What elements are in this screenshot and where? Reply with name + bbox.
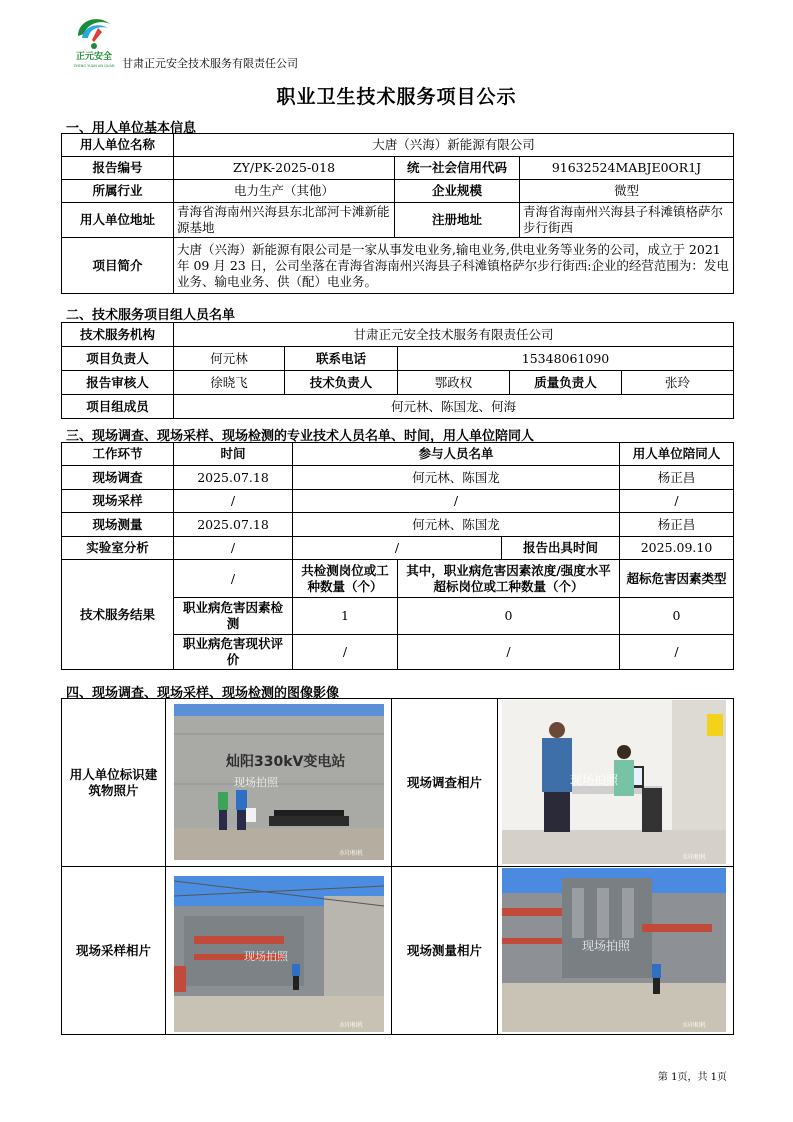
label-tech-lead: 技术负责人 bbox=[285, 371, 398, 395]
value-report-date: 2025.09.10 bbox=[620, 537, 734, 560]
result-row2-label: 职业病危害现状评价 bbox=[174, 635, 293, 670]
value-scale: 微型 bbox=[520, 180, 734, 203]
label-survey-photo: 现场调查相片 bbox=[392, 699, 498, 867]
header-company-name: 甘肃正元安全技术服务有限责任公司 bbox=[122, 57, 298, 70]
result-row1-exceed: 0 bbox=[398, 598, 620, 635]
value-intro: 大唐（兴海）新能源有限公司是一家从事发电业务,输电业务,供电业务等业务的公司，成立于 2021 年 09 月 23 日，公司坐落在青海省海南州兴海县子科滩镇格萨尔步行街西:企业的经营范围为：发电业务、输电业务、供（配）电业务。 bbox=[174, 238, 734, 294]
row-participants: / bbox=[293, 490, 620, 513]
header-stage: 工作环节 bbox=[62, 443, 174, 466]
label-reviewer: 报告审核人 bbox=[62, 371, 174, 395]
row-stage: 现场采样 bbox=[62, 490, 174, 513]
value-members: 何元林、陈国龙、何海 bbox=[174, 395, 734, 419]
table-row bbox=[62, 466, 734, 490]
label-report-date: 报告出具时间 bbox=[502, 537, 620, 560]
svg-text:水印相机: 水印相机 bbox=[682, 854, 707, 861]
label-unit-name: 用人单位名称 bbox=[62, 134, 174, 157]
svg-text:水印相机: 水印相机 bbox=[339, 1022, 364, 1029]
svg-text:灿阳330kV变电站: 灿阳330kV变电站 bbox=[226, 754, 346, 770]
label-org: 技术服务机构 bbox=[62, 323, 174, 347]
label-service-result: 技术服务结果 bbox=[62, 560, 174, 670]
value-unit-name: 大唐（兴海）新能源有限公司 bbox=[174, 134, 734, 157]
svg-text:正元安全: 正元安全 bbox=[75, 52, 113, 62]
label-intro: 项目简介 bbox=[62, 238, 174, 294]
label-report-no: 报告编号 bbox=[62, 157, 174, 180]
building-photo bbox=[174, 704, 384, 860]
label-credit-code: 统一社会信用代码 bbox=[395, 157, 520, 180]
value-address: 青海省海南州兴海县东北部河卡滩新能源基地 bbox=[174, 203, 395, 238]
team-table bbox=[61, 322, 734, 419]
lab-participants: / bbox=[293, 537, 502, 560]
section2-title: 二、技术服务项目组人员名单 bbox=[66, 308, 236, 323]
value-reg-address: 青海省海南州兴海县子科滩镇格萨尔步行街西 bbox=[520, 203, 734, 238]
survey-photo bbox=[502, 700, 726, 864]
lab-time: / bbox=[174, 537, 293, 560]
value-org: 甘肃正元安全技术服务有限责任公司 bbox=[174, 323, 734, 347]
row-stage: 现场调查 bbox=[62, 466, 174, 490]
label-reg-address: 注册地址 bbox=[395, 203, 520, 238]
row-escort: 杨正昌 bbox=[620, 513, 734, 537]
header-escort: 用人单位陪同人 bbox=[620, 443, 734, 466]
result-col-count: 共检测岗位或工种数量（个） bbox=[293, 560, 398, 598]
table-row bbox=[62, 490, 734, 513]
value-tech-lead: 鄂政权 bbox=[398, 371, 510, 395]
svg-text:现场拍照: 现场拍照 bbox=[570, 773, 619, 787]
header-time: 时间 bbox=[174, 443, 293, 466]
label-building-photo: 用人单位标识建筑物照片 bbox=[62, 699, 166, 867]
label-industry: 所属行业 bbox=[62, 180, 174, 203]
result-row2-count: / bbox=[293, 635, 398, 670]
label-sampling-photo: 现场采样相片 bbox=[62, 867, 166, 1035]
section1-title: 一、用人单位基本信息 bbox=[66, 121, 197, 136]
result-slash: / bbox=[174, 560, 293, 598]
row-escort: / bbox=[620, 490, 734, 513]
value-leader: 何元林 bbox=[174, 347, 285, 371]
svg-text:现场拍照: 现场拍照 bbox=[582, 939, 631, 953]
row-participants: 何元林、陈国龙 bbox=[293, 513, 620, 537]
svg-text:水印相机: 水印相机 bbox=[682, 1022, 707, 1029]
label-measure-photo: 现场测量相片 bbox=[392, 867, 498, 1035]
value-industry: 电力生产（其他） bbox=[174, 180, 395, 203]
row-escort: 杨正昌 bbox=[620, 466, 734, 490]
page-number: 第 1页，共 1页 bbox=[657, 1072, 727, 1083]
label-phone: 联系电话 bbox=[285, 347, 398, 371]
table-row bbox=[62, 537, 734, 560]
section4-title: 四、现场调查、现场采样、现场检测的图像影像 bbox=[66, 686, 340, 701]
company-logo bbox=[68, 12, 120, 70]
result-row1-count: 1 bbox=[293, 598, 398, 635]
page-header bbox=[60, 12, 740, 72]
value-credit-code: 91632524MABJE0OR1J bbox=[520, 157, 734, 180]
result-col-exceed: 其中，职业病危害因素浓度/强度水平超标岗位或工种数量（个） bbox=[398, 560, 620, 598]
page-title: 职业卫生技术服务项目公示 bbox=[276, 86, 517, 108]
svg-text:水印相机: 水印相机 bbox=[339, 850, 364, 857]
header-participants: 参与人员名单 bbox=[293, 443, 620, 466]
row-participants: 何元林、陈国龙 bbox=[293, 466, 620, 490]
table-row bbox=[62, 513, 734, 537]
section3-title: 三、现场调查、现场采样、现场检测的专业技术人员名单、时间，用人单位陪同人 bbox=[66, 429, 535, 444]
label-leader: 项目负责人 bbox=[62, 347, 174, 371]
label-members: 项目组成员 bbox=[62, 395, 174, 419]
measure-photo bbox=[502, 868, 726, 1032]
sampling-photo bbox=[174, 876, 384, 1032]
lab-stage: 实验室分析 bbox=[62, 537, 174, 560]
value-quality-lead: 张玲 bbox=[622, 371, 734, 395]
result-row1-type: 0 bbox=[620, 598, 734, 635]
label-scale: 企业规模 bbox=[395, 180, 520, 203]
svg-text:ZHENG YUAN AN QUAN: ZHENG YUAN AN QUAN bbox=[73, 64, 115, 68]
value-reviewer: 徐晓飞 bbox=[174, 371, 285, 395]
result-row2-exceed: / bbox=[398, 635, 620, 670]
basic-info-table bbox=[61, 133, 734, 294]
svg-text:现场拍照: 现场拍照 bbox=[244, 950, 288, 963]
result-row2-type: / bbox=[620, 635, 734, 670]
value-phone: 15348061090 bbox=[398, 347, 734, 371]
svg-text:现场拍照: 现场拍照 bbox=[234, 776, 278, 789]
label-address: 用人单位地址 bbox=[62, 203, 174, 238]
label-quality-lead: 质量负责人 bbox=[510, 371, 622, 395]
row-stage: 现场测量 bbox=[62, 513, 174, 537]
result-row1-label: 职业病危害因素检测 bbox=[174, 598, 293, 635]
value-report-no: ZY/PK-2025-018 bbox=[174, 157, 395, 180]
row-time: 2025.07.18 bbox=[174, 513, 293, 537]
result-col-type: 超标危害因素类型 bbox=[620, 560, 734, 598]
row-time: / bbox=[174, 490, 293, 513]
fieldwork-table bbox=[61, 442, 734, 670]
row-time: 2025.07.18 bbox=[174, 466, 293, 490]
